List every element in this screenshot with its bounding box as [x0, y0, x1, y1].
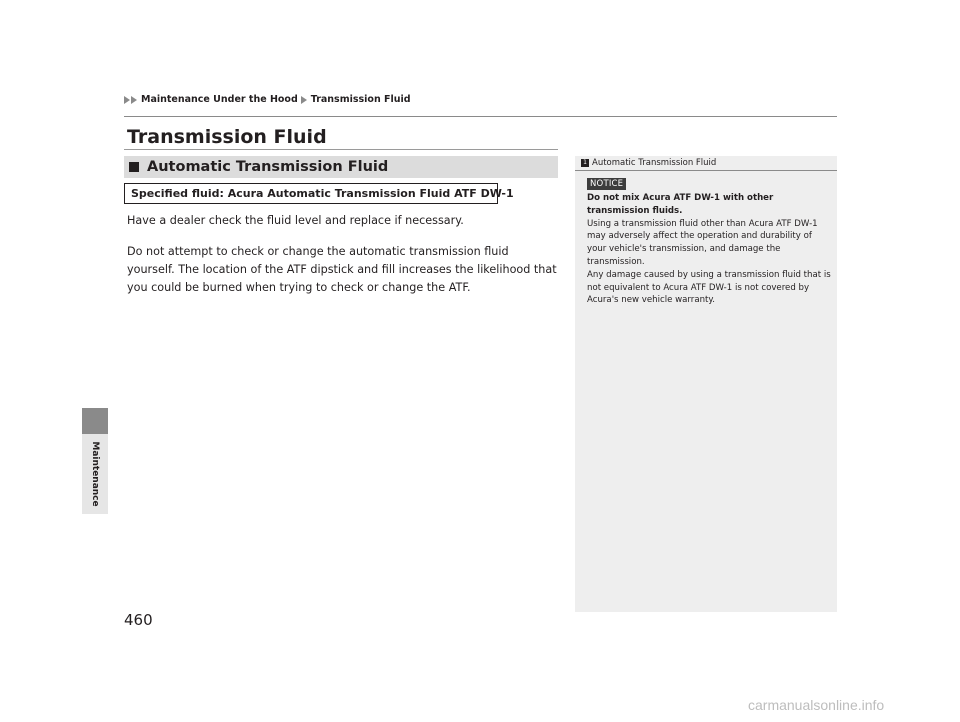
chapter-tab-marker: [82, 408, 108, 434]
notice-text-1: Using a transmission fluid other than Acura ATF DW-1 may adversely affect the operation and durability of your vehicle's transmission, and damage the transmission.: [587, 218, 818, 267]
watermark: carmanualsonline.info: [748, 697, 885, 713]
side-note-heading[interactable]: [575, 158, 716, 168]
side-note-panel: [575, 156, 837, 612]
specified-fluid-text: Specified fluid: Acura Automatic Transmission Fluid ATF DW-1: [131, 187, 514, 200]
title-rule: [124, 149, 558, 150]
paragraph-dealer-check: Have a dealer check the fluid level and replace if necessary.: [127, 214, 464, 227]
breadcrumb-item[interactable]: Transmission Fluid: [310, 94, 411, 105]
breadcrumb-arrow-icon: [301, 96, 307, 104]
breadcrumb-arrow-icon: [124, 96, 130, 104]
notice-text-2: Any damage caused by using a transmission fluid that is not equivalent to Acura ATF DW-1 is not covered by Acura's new vehicle warranty.: [587, 269, 831, 306]
section-bullet-icon: [129, 162, 139, 172]
page-number: 460: [124, 611, 153, 629]
reference-icon: 1: [581, 159, 589, 167]
notice-bold-text: Do not mix Acura ATF DW-1 with other transmission fluids.: [587, 193, 774, 216]
specified-fluid-box: [124, 183, 514, 204]
breadcrumb: [124, 94, 411, 105]
header-rule: [124, 116, 837, 117]
page-title: Transmission Fluid: [127, 126, 327, 148]
side-note-heading-text: Automatic Transmission Fluid: [592, 158, 717, 168]
section-title: Automatic Transmission Fluid: [147, 159, 389, 175]
breadcrumb-item[interactable]: Maintenance Under the Hood: [141, 94, 298, 105]
breadcrumb-arrow-icon: [131, 96, 137, 104]
chapter-tab-label: Maintenance: [90, 441, 100, 507]
notice-badge: NOTICE: [587, 178, 626, 190]
section-heading-bar: [124, 156, 558, 178]
paragraph-warning: Do not attempt to check or change the automatic transmission fluid yourself. The location of the ATF dipstick and fill increases the likelihood that you could be burned when trying to check or change the ATF.: [127, 245, 557, 294]
side-note-body: [587, 192, 831, 307]
side-note-rule: [575, 170, 837, 171]
